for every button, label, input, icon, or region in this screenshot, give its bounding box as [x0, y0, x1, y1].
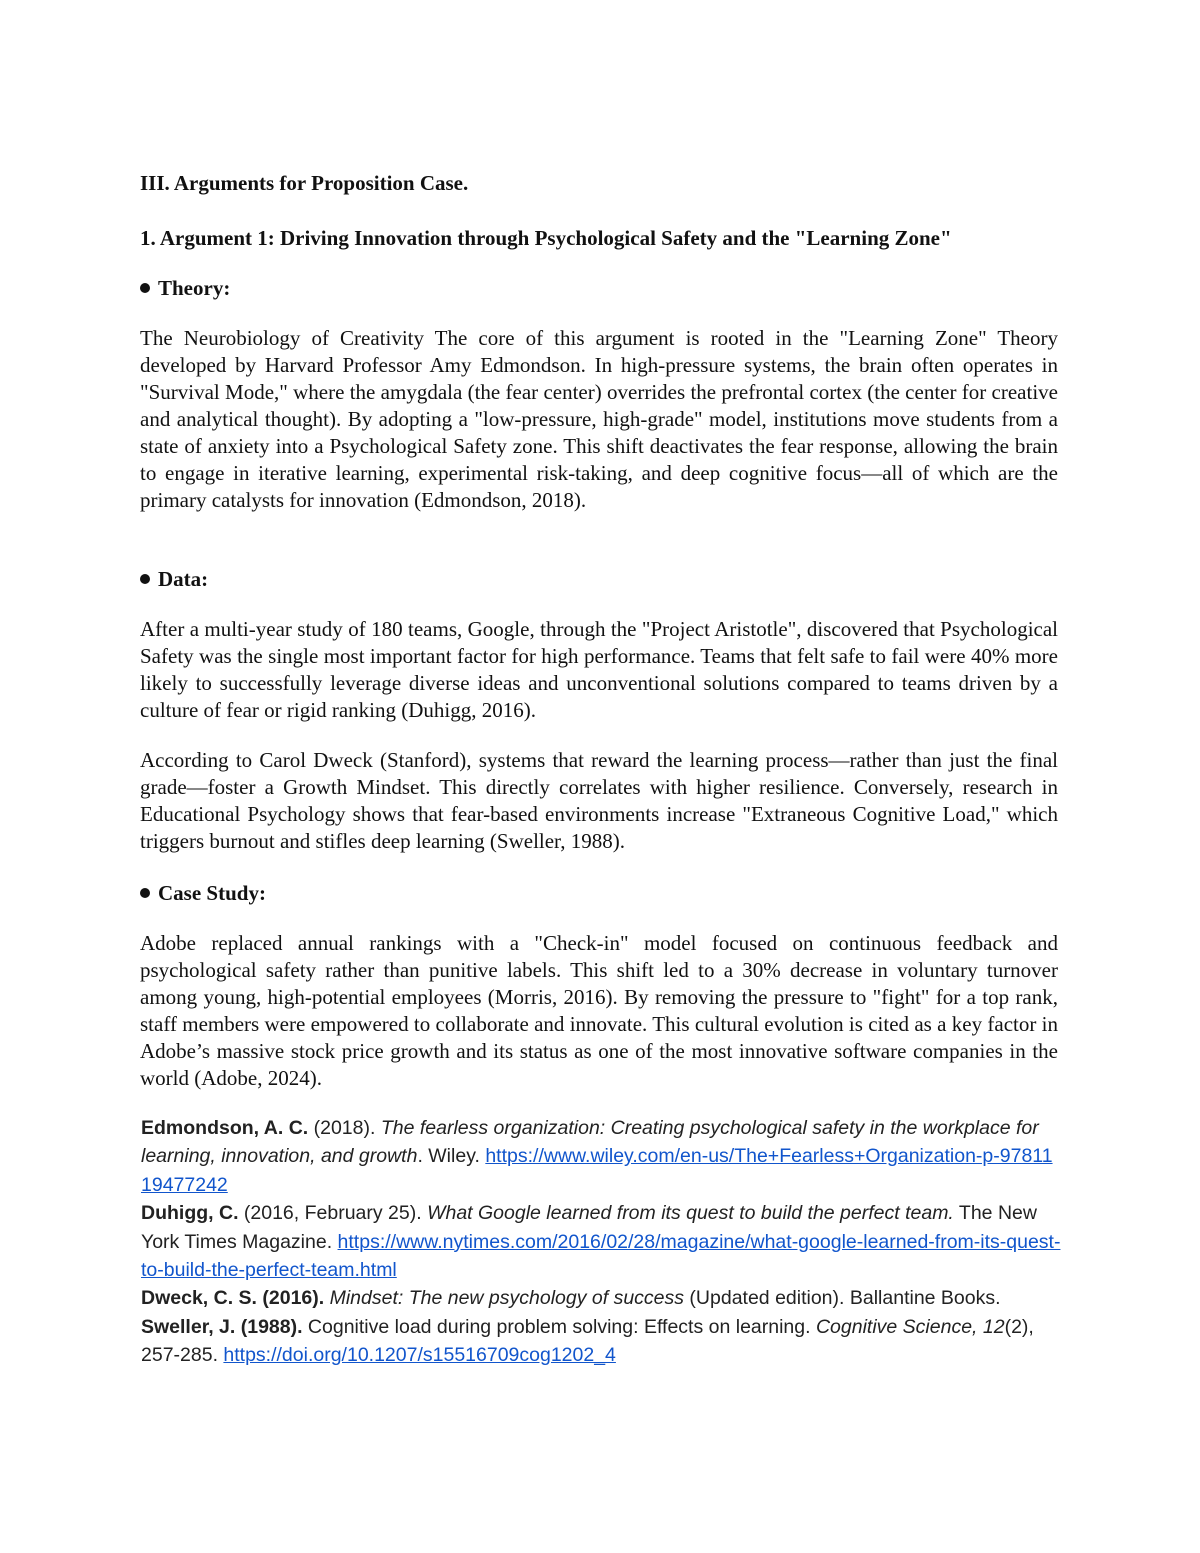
ref-title: Cognitive load during problem solving: Effects on learning.: [302, 1315, 816, 1338]
case-study-label: Case Study:: [158, 881, 266, 905]
ref-publisher: . Wiley.: [417, 1145, 486, 1168]
ref-link[interactable]: https://www.wiley.com/en-us/The+Fearless+Organization-p-9781119477242: [141, 1145, 1053, 1196]
ref-journal: Cognitive Science, 12: [815, 1315, 1005, 1338]
reference-sweller: [141, 1313, 1061, 1370]
ref-link[interactable]: https://www.nytimes.com/2016/02/28/magazine/what-google-learned-from-its-quest-to-build-the-perfect-team.html: [141, 1230, 1061, 1282]
theory-label: Theory:: [158, 276, 231, 300]
ref-publisher: (Updated edition). Ballantine Books.: [684, 1287, 1001, 1310]
ref-publisher: The New York Times Magazine.: [141, 1202, 1037, 1253]
case-study-paragraph: Adobe replaced annual rankings with a "Check-in" model focused on continuous feedback and psychological safety rather than punitive labels. This shift led to a 30% decrease in voluntary turnover among young, high-potential employees (Morris, 2016). By removing the pressure to "fight" for a top rank, staff members were empowered to collaborate and innovate. This cultural evolution is cited as a key factor in Adobe’s massive stock price growth and its status as one of the most innovative software companies in the world (Adobe, 2024).: [140, 931, 1058, 1090]
data-paragraph-2: According to Carol Dweck (Stanford), systems that reward the learning process—rather than just the final grade—foster a Growth Mindset. This directly correlates with higher resilience. Conversely, research in Educational Psychology shows that fear-based environments increase "Extraneous Cognitive Load," which triggers burnout and stifles deep learning (Sweller, 1988).: [140, 748, 1058, 853]
reference-duhigg: [141, 1199, 1061, 1284]
ref-pages: (2), 257-285.: [141, 1315, 1034, 1367]
ref-author: Dweck, C. S. (2016).: [141, 1287, 325, 1310]
data-paragraph-1: After a multi-year study of 180 teams, Google, through the "Project Aristotle", discovered that Psychological Safety was the single most important factor for high performance. Teams that felt safe to fail were 40% more likely to successfully leverage diverse ideas and unconventional solutions compared to teams driven by a culture of fear or rigid ranking (Duhigg, 2016).: [140, 617, 1058, 722]
bullet-icon: [140, 574, 150, 584]
section-heading: III. Arguments for Proposition Case.: [140, 171, 469, 195]
data-heading: [140, 566, 1058, 593]
ref-title: Mindset: The new psychology of success: [329, 1287, 685, 1310]
ref-author: Edmondson, A. C.: [141, 1117, 309, 1139]
reference-dweck: [141, 1284, 1061, 1312]
theory-heading: [140, 275, 1058, 302]
bullet-icon: [140, 283, 150, 293]
ref-date: (2016, February 25).: [238, 1202, 428, 1225]
ref-title: The fearless organization: Creating psychological safety in the workplace for learning, innovation, and growth: [141, 1117, 1039, 1168]
reference-edmondson: [141, 1114, 1061, 1199]
ref-author: Sweller, J. (1988).: [141, 1315, 303, 1338]
case-study-heading: [140, 880, 1058, 907]
argument-title: 1. Argument 1: Driving Innovation through Psychological Safety and the "Learning Zone": [140, 226, 952, 250]
ref-author: Duhigg, C.: [141, 1202, 239, 1225]
ref-date: (2018).: [308, 1117, 381, 1139]
bullet-icon: [140, 888, 150, 898]
theory-paragraph: The Neurobiology of Creativity The core of this argument is rooted in the "Learning Zone" Theory developed by Harvard Professor Amy Edmondson. In high-pressure systems, the brain often operates in "Survival Mode," where the amygdala (the fear center) overrides the prefrontal cortex (the center for creative and analytical thought). By adopting a "low-pressure, high-grade" model, institutions move students from a state of anxiety into a Psychological Safety zone. This shift deactivates the fear response, allowing the brain to engage in iterative learning, experimental risk-taking, and deep cognitive focus—all of which are the primary catalysts for innovation (Edmondson, 2018).: [140, 326, 1058, 512]
ref-title: What Google learned from its quest to build the perfect team.: [427, 1202, 954, 1225]
data-label: Data:: [158, 567, 209, 591]
ref-link[interactable]: https://doi.org/10.1207/s15516709cog1202_4: [223, 1344, 616, 1367]
references: [141, 1114, 1061, 1370]
